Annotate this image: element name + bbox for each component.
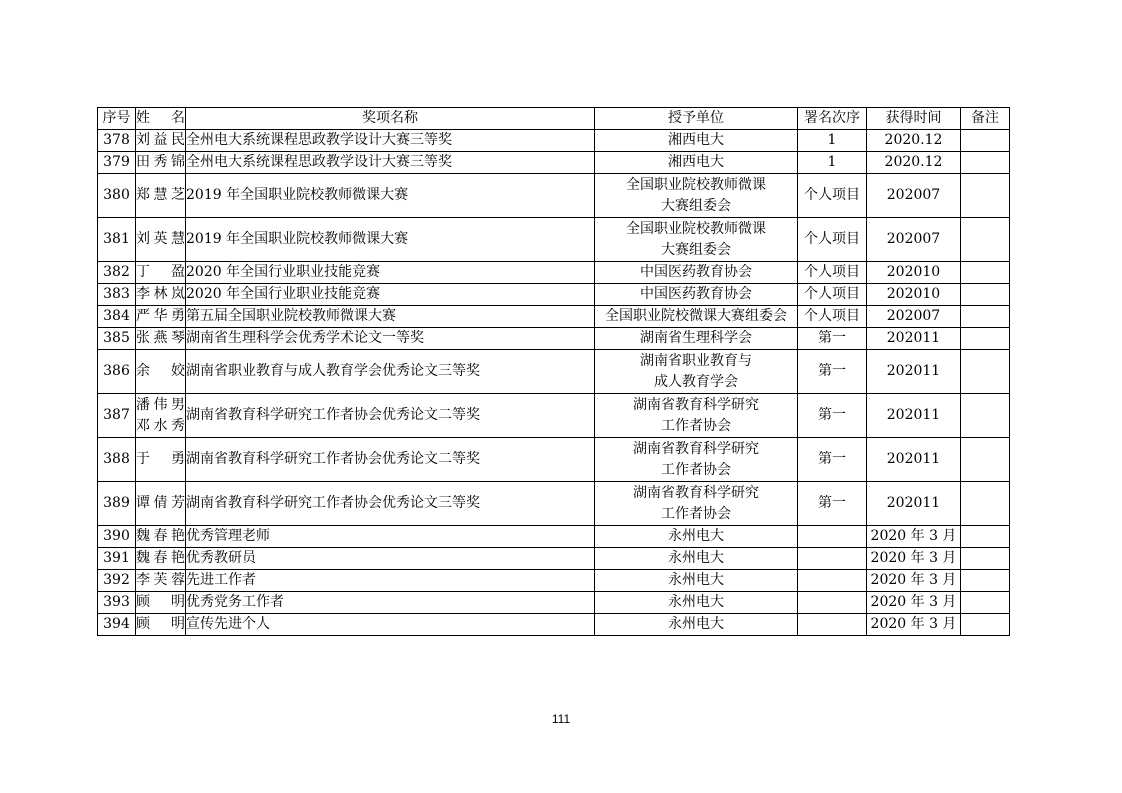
table-row	[98, 526, 1010, 548]
granting-unit	[595, 482, 798, 526]
author-order: 1	[798, 130, 867, 152]
table-row	[98, 592, 1010, 614]
remarks	[961, 284, 1010, 306]
recipient-name-line: 谭倩芳	[136, 495, 185, 511]
author-order: 第一	[798, 394, 867, 438]
recipient-name-line: 潘伟男	[136, 396, 185, 413]
header-note: 备注	[961, 108, 1010, 130]
granting-unit	[595, 328, 798, 350]
row-number: 393	[98, 592, 136, 614]
table-row	[98, 570, 1010, 592]
granting-unit-line: 湘西电大	[668, 154, 724, 170]
recipient-name	[136, 262, 186, 284]
row-number: 378	[98, 130, 136, 152]
row-number: 386	[98, 350, 136, 394]
award-date: 2020 年 3 月	[867, 614, 961, 636]
award-date: 202010	[867, 262, 961, 284]
author-order: 个人项目	[798, 306, 867, 328]
award-name: 全州电大系统课程思政教学设计大赛三等奖	[186, 130, 595, 152]
award-date: 2020.12	[867, 130, 961, 152]
award-name: 2020 年全国行业职业技能竞赛	[186, 284, 595, 306]
recipient-name	[136, 548, 186, 570]
row-number: 389	[98, 482, 136, 526]
award-date: 202011	[867, 482, 961, 526]
granting-unit	[595, 284, 798, 306]
award-name: 第五届全国职业院校教师微课大赛	[186, 306, 595, 328]
granting-unit-line: 工作者协会	[661, 461, 731, 478]
row-number: 390	[98, 526, 136, 548]
remarks	[961, 174, 1010, 218]
remarks	[961, 438, 1010, 482]
granting-unit-line: 成人教育学会	[654, 373, 738, 390]
row-number: 391	[98, 548, 136, 570]
author-order	[798, 570, 867, 592]
remarks	[961, 152, 1010, 174]
granting-unit-line: 永州电大	[668, 594, 724, 610]
recipient-name	[136, 152, 186, 174]
recipient-name	[136, 350, 186, 394]
award-name: 2019 年全国职业院校教师微课大赛	[186, 174, 595, 218]
author-order	[798, 548, 867, 570]
remarks	[961, 262, 1010, 284]
author-order: 第一	[798, 438, 867, 482]
recipient-name	[136, 614, 186, 636]
granting-unit-line: 大赛组委会	[661, 241, 731, 258]
recipient-name-line: 顾 明	[136, 594, 185, 610]
recipient-name-line: 刘英慧	[136, 231, 185, 247]
awards-table	[97, 107, 1010, 636]
recipient-name-line: 丁 盈	[136, 264, 185, 280]
author-order: 第一	[798, 482, 867, 526]
granting-unit-line: 全国职业院校微课大赛组委会	[605, 308, 787, 324]
recipient-name	[136, 284, 186, 306]
header-order: 署名次序	[798, 108, 867, 130]
award-date: 202007	[867, 174, 961, 218]
table-row	[98, 614, 1010, 636]
author-order: 第一	[798, 350, 867, 394]
granting-unit	[595, 592, 798, 614]
granting-unit-line: 工作者协会	[661, 505, 731, 522]
table-row	[98, 262, 1010, 284]
table-row	[98, 482, 1010, 526]
granting-unit-line: 湖南省职业教育与	[640, 352, 752, 369]
award-name: 湖南省教育科学研究工作者协会优秀论文二等奖	[186, 394, 595, 438]
granting-unit-line: 中国医药教育协会	[640, 286, 752, 302]
recipient-name-line: 严华勇	[136, 308, 185, 324]
award-name: 湖南省教育科学研究工作者协会优秀论文三等奖	[186, 482, 595, 526]
granting-unit	[595, 614, 798, 636]
page-number: 111	[551, 712, 571, 726]
remarks	[961, 592, 1010, 614]
recipient-name-line: 邓水秀	[136, 417, 185, 434]
header-award: 奖项名称	[186, 108, 595, 130]
row-number: 392	[98, 570, 136, 592]
row-number: 394	[98, 614, 136, 636]
remarks	[961, 306, 1010, 328]
granting-unit-line: 湘西电大	[668, 132, 724, 148]
row-number: 380	[98, 174, 136, 218]
recipient-name-line: 张燕琴	[136, 330, 185, 346]
author-order: 第一	[798, 328, 867, 350]
header-name: 姓 名	[136, 108, 186, 130]
award-name: 全州电大系统课程思政教学设计大赛三等奖	[186, 152, 595, 174]
recipient-name	[136, 592, 186, 614]
recipient-name	[136, 394, 186, 438]
row-number: 384	[98, 306, 136, 328]
table-row	[98, 394, 1010, 438]
author-order: 1	[798, 152, 867, 174]
row-number: 387	[98, 394, 136, 438]
table-row	[98, 328, 1010, 350]
header-time: 获得时间	[867, 108, 961, 130]
granting-unit	[595, 152, 798, 174]
granting-unit-line: 永州电大	[668, 616, 724, 632]
row-number: 381	[98, 218, 136, 262]
award-name: 优秀教研员	[186, 548, 595, 570]
granting-unit	[595, 438, 798, 482]
recipient-name-line: 郑慧芝	[136, 187, 185, 203]
author-order: 个人项目	[798, 174, 867, 218]
granting-unit-line: 全国职业院校教师微课	[626, 220, 766, 237]
granting-unit-line: 永州电大	[668, 550, 724, 566]
award-date: 2020.12	[867, 152, 961, 174]
author-order: 个人项目	[798, 284, 867, 306]
recipient-name-line: 于 勇	[136, 451, 185, 467]
award-name: 湖南省职业教育与成人教育学会优秀论文三等奖	[186, 350, 595, 394]
recipient-name	[136, 174, 186, 218]
author-order: 个人项目	[798, 262, 867, 284]
row-number: 383	[98, 284, 136, 306]
author-order	[798, 614, 867, 636]
header-no: 序号	[98, 108, 136, 130]
recipient-name-line: 魏春艳	[136, 550, 185, 566]
table-body	[98, 130, 1010, 636]
remarks	[961, 482, 1010, 526]
granting-unit-line: 湖南省教育科学研究	[633, 440, 759, 457]
granting-unit	[595, 526, 798, 548]
recipient-name-line: 余 姣	[136, 363, 185, 379]
recipient-name	[136, 218, 186, 262]
granting-unit	[595, 350, 798, 394]
award-name: 2019 年全国职业院校教师微课大赛	[186, 218, 595, 262]
recipient-name-line: 魏春艳	[136, 528, 185, 544]
remarks	[961, 614, 1010, 636]
recipient-name-line: 田秀锦	[136, 154, 185, 170]
recipient-name	[136, 526, 186, 548]
granting-unit-line: 永州电大	[668, 572, 724, 588]
header-unit: 授予单位	[595, 108, 798, 130]
award-date: 2020 年 3 月	[867, 548, 961, 570]
granting-unit-line: 永州电大	[668, 528, 724, 544]
remarks	[961, 526, 1010, 548]
remarks	[961, 350, 1010, 394]
award-date: 2020 年 3 月	[867, 526, 961, 548]
recipient-name	[136, 438, 186, 482]
table-row	[98, 438, 1010, 482]
table-row	[98, 350, 1010, 394]
remarks	[961, 130, 1010, 152]
recipient-name	[136, 570, 186, 592]
award-name: 先进工作者	[186, 570, 595, 592]
award-date: 202010	[867, 284, 961, 306]
table-row	[98, 218, 1010, 262]
recipient-name	[136, 306, 186, 328]
award-date: 202011	[867, 350, 961, 394]
award-date: 202011	[867, 328, 961, 350]
table-row	[98, 174, 1010, 218]
award-name: 优秀党务工作者	[186, 592, 595, 614]
remarks	[961, 548, 1010, 570]
table-row	[98, 130, 1010, 152]
author-order	[798, 526, 867, 548]
award-date: 202007	[867, 218, 961, 262]
granting-unit	[595, 548, 798, 570]
granting-unit-line: 全国职业院校教师微课	[626, 176, 766, 193]
granting-unit	[595, 218, 798, 262]
award-name: 湖南省教育科学研究工作者协会优秀论文二等奖	[186, 438, 595, 482]
granting-unit-line: 湖南省生理科学会	[640, 330, 752, 346]
award-name: 2020 年全国行业职业技能竞赛	[186, 262, 595, 284]
granting-unit	[595, 174, 798, 218]
granting-unit	[595, 130, 798, 152]
granting-unit	[595, 306, 798, 328]
award-name: 优秀管理老师	[186, 526, 595, 548]
granting-unit-line: 大赛组委会	[661, 197, 731, 214]
granting-unit	[595, 394, 798, 438]
granting-unit	[595, 570, 798, 592]
recipient-name-line: 李芙蓉	[136, 572, 185, 588]
remarks	[961, 328, 1010, 350]
author-order	[798, 592, 867, 614]
award-date: 2020 年 3 月	[867, 570, 961, 592]
table-row	[98, 548, 1010, 570]
award-date: 2020 年 3 月	[867, 592, 961, 614]
remarks	[961, 570, 1010, 592]
remarks	[961, 218, 1010, 262]
row-number: 382	[98, 262, 136, 284]
table-row	[98, 152, 1010, 174]
granting-unit-line: 工作者协会	[661, 417, 731, 434]
award-name: 湖南省生理科学会优秀学术论文一等奖	[186, 328, 595, 350]
recipient-name-line: 李林岚	[136, 286, 185, 302]
granting-unit-line: 湖南省教育科学研究	[633, 484, 759, 501]
award-name: 宣传先进个人	[186, 614, 595, 636]
table-row	[98, 284, 1010, 306]
row-number: 385	[98, 328, 136, 350]
table-row	[98, 306, 1010, 328]
row-number: 379	[98, 152, 136, 174]
granting-unit-line: 湖南省教育科学研究	[633, 396, 759, 413]
award-date: 202007	[867, 306, 961, 328]
award-date: 202011	[867, 394, 961, 438]
recipient-name	[136, 482, 186, 526]
granting-unit-line: 中国医药教育协会	[640, 264, 752, 280]
recipient-name-line: 顾 明	[136, 616, 185, 632]
granting-unit	[595, 262, 798, 284]
author-order: 个人项目	[798, 218, 867, 262]
remarks	[961, 394, 1010, 438]
recipient-name	[136, 130, 186, 152]
table-header-row	[98, 108, 1010, 130]
recipient-name	[136, 328, 186, 350]
row-number: 388	[98, 438, 136, 482]
award-date: 202011	[867, 438, 961, 482]
recipient-name-line: 刘益民	[136, 132, 185, 148]
